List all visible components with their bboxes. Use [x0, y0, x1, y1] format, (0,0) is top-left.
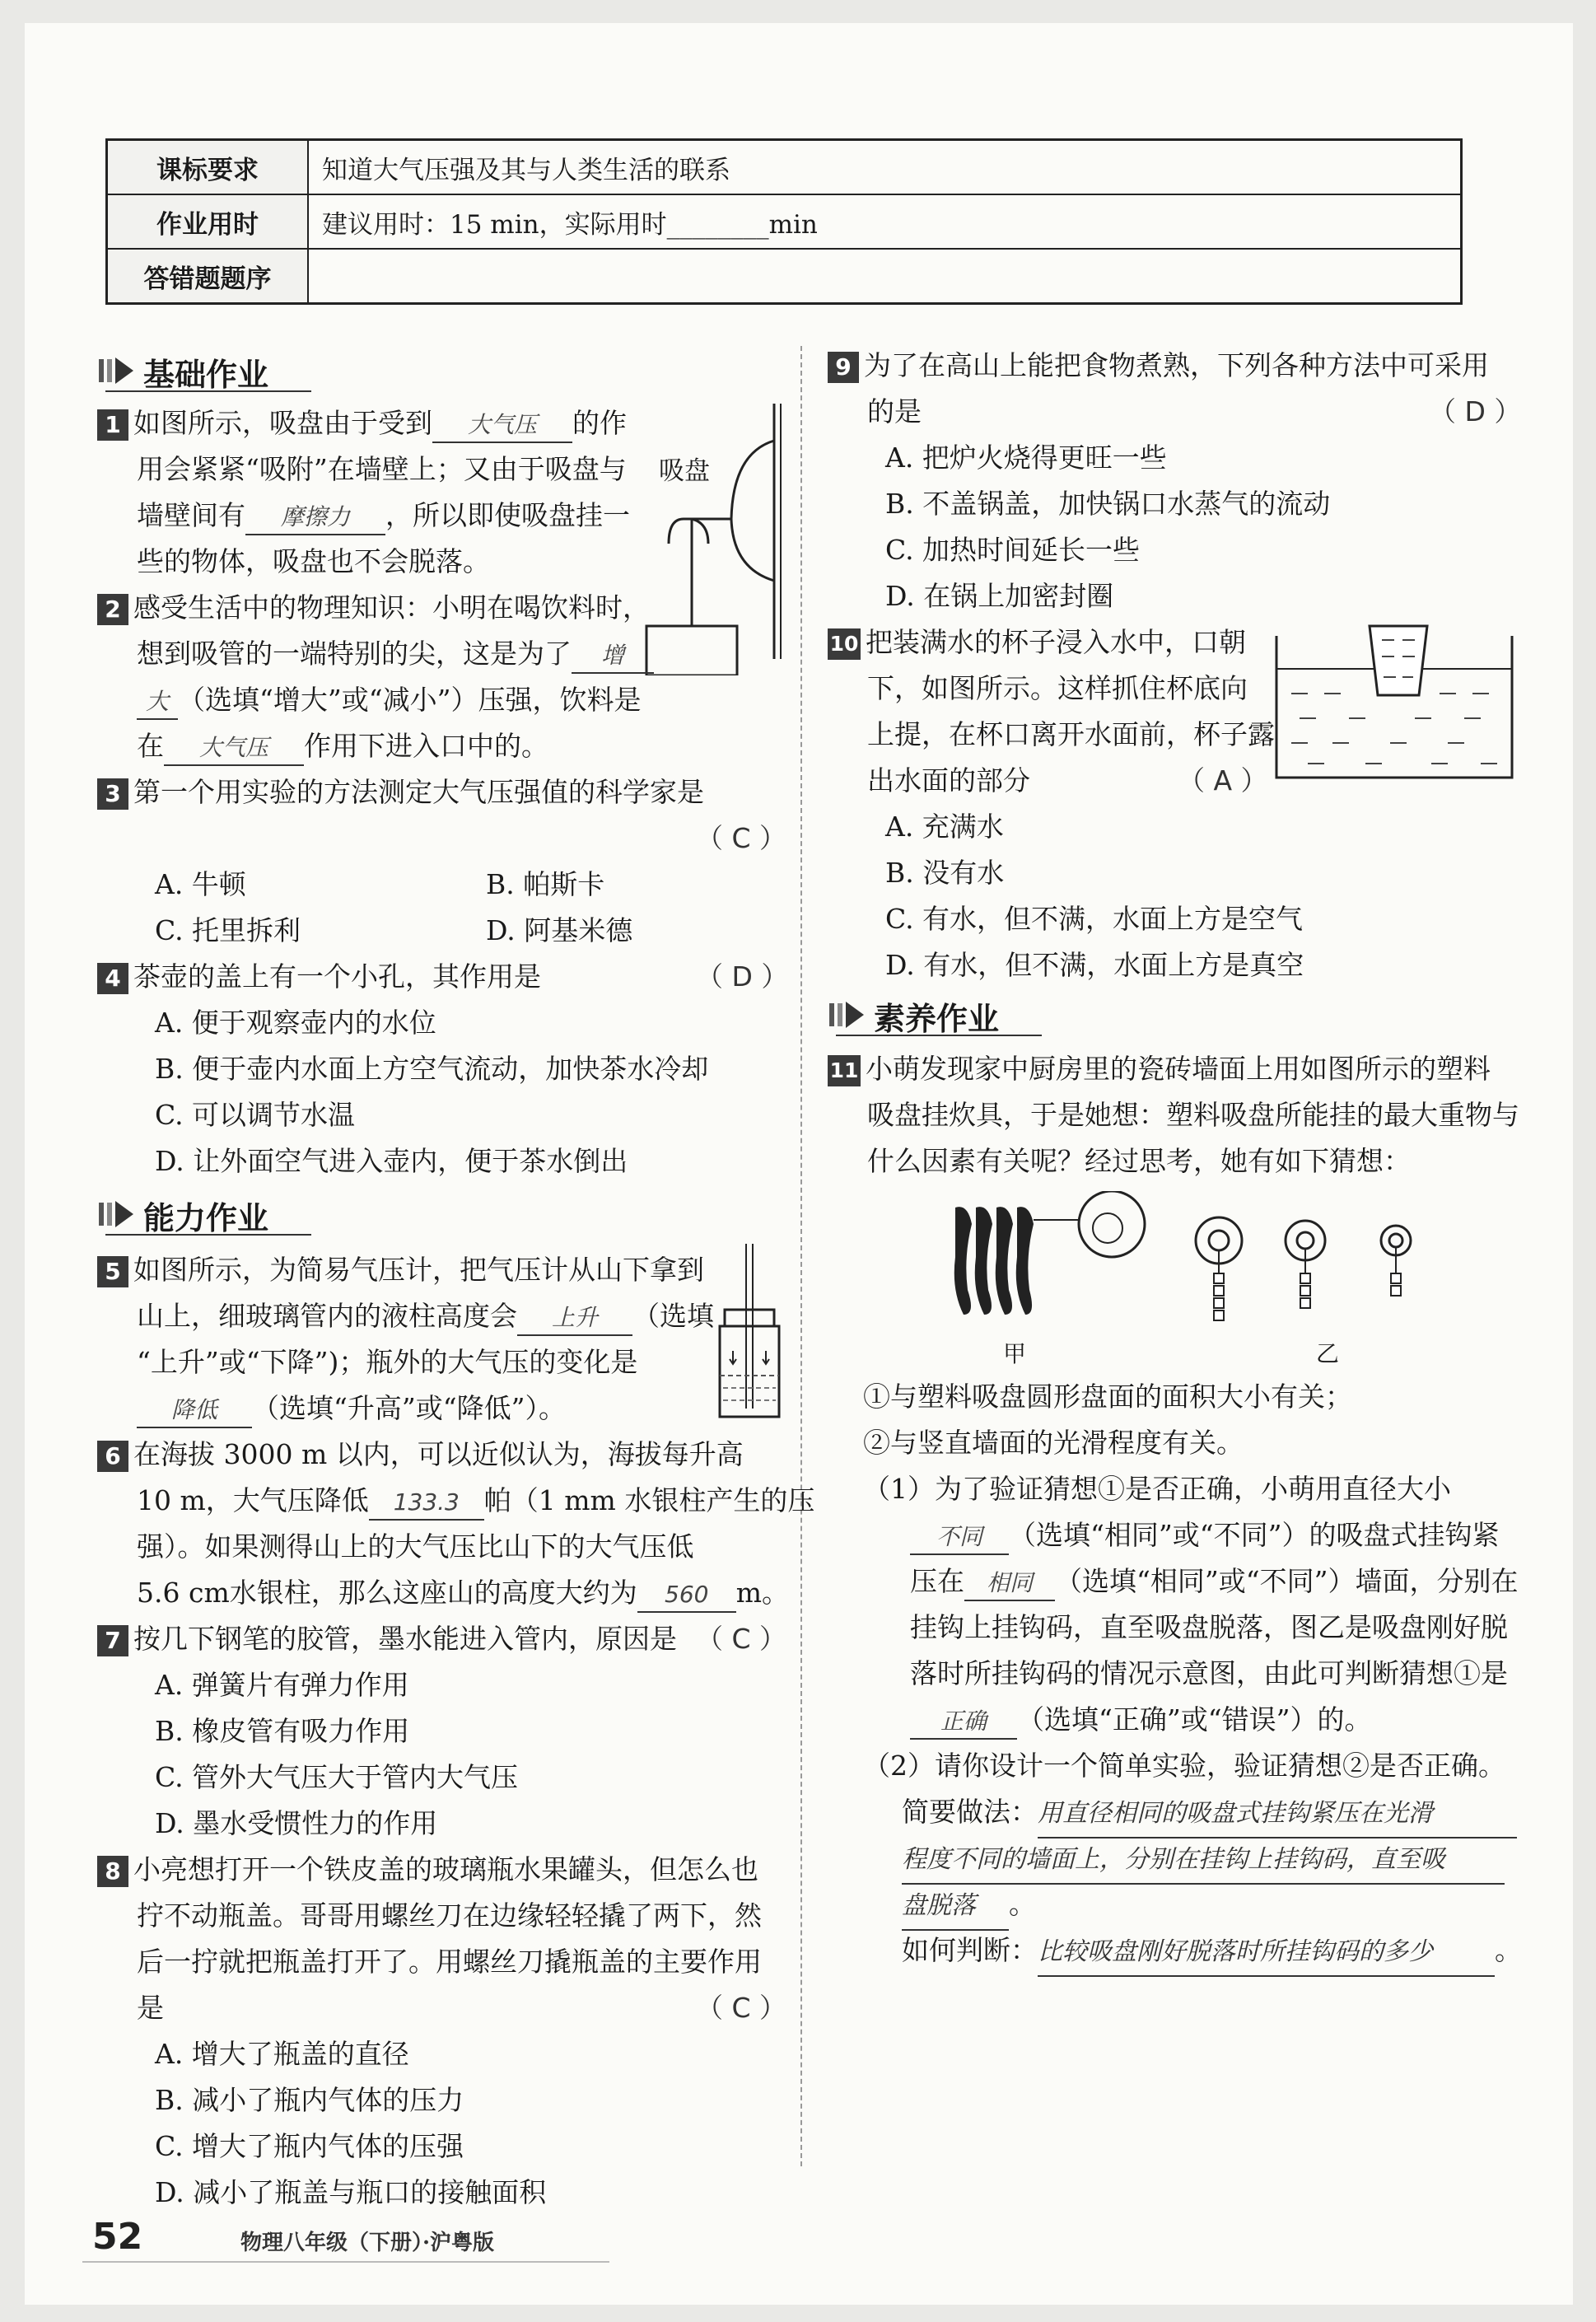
option: A. 增大了瓶盖的直径 — [155, 2038, 409, 2070]
option: C. 可以调节水温 — [155, 1099, 356, 1131]
handwritten-answer: 程度不同的墙面上，分别在挂钩上挂钩码，直至吸 — [902, 1837, 1505, 1885]
suction-cup-figure — [642, 404, 791, 675]
q11-line1: 11 小萌发现家中厨房里的瓷砖墙面上用如图所示的塑料 — [828, 1046, 1491, 1092]
arrow-icon — [97, 354, 137, 387]
option: A. 牛顿 — [155, 868, 246, 900]
p1-line1: （1）为了验证猜想①是否正确，小萌用直径大小 — [863, 1473, 1451, 1505]
question-number: 7 — [97, 1625, 128, 1656]
column-divider — [800, 346, 802, 2166]
question-number: 10 — [828, 628, 861, 660]
q6-line2: 10 m，大气压降低 133.3 帕（1 mm 水银柱产生的压 — [137, 1478, 814, 1524]
answer-blank: 上升 — [517, 1301, 632, 1336]
p2-method-line2 — [902, 1835, 1505, 1885]
section-title: 能力作业 — [143, 1200, 269, 1236]
section-ability — [97, 1189, 344, 1239]
q5-line3: “上升”或“下降”)；瓶外的大气压的变化是 — [137, 1346, 638, 1378]
q2-line1: 2 感受生活中的物理知识：小明在喝饮料时， — [97, 585, 650, 631]
requirements-table — [105, 138, 1463, 305]
question-number: 11 — [828, 1055, 861, 1086]
option: C. 托里拆利 — [155, 914, 301, 946]
answer-blank: 大气压 — [432, 409, 572, 443]
answer-blank: 大 — [137, 685, 178, 720]
answer-blank: 增 — [572, 639, 654, 674]
q6-line1: 6 在海拔 3000 m 以内，可以近似认为，海拔每升高 — [97, 1432, 744, 1478]
answer-blank: 大气压 — [164, 731, 304, 766]
q6-line4: 5.6 cm水银柱，那么这座山的高度大约为 560 m。 — [137, 1570, 789, 1616]
row-value: 知道大气压强及其与人类生活的联系 — [308, 140, 1462, 195]
p2-judge-line: 如何判断：比较吸盘刚好脱落时所挂钩码的多少 。 — [902, 1927, 1522, 1977]
section-literacy — [828, 990, 1075, 1040]
answer-blank: 正确 — [910, 1705, 1017, 1740]
option: B. 橡皮管有吸力作用 — [155, 1715, 410, 1747]
p1-line3: 压在 相同 （选填“相同”或“不同”）墙面，分别在 — [910, 1558, 1518, 1605]
figure-label-a: 甲 — [1003, 1340, 1027, 1367]
answer-blank: 133.3 — [369, 1486, 484, 1521]
suction-hooks-figure — [947, 1191, 1441, 1348]
question-number: 4 — [97, 963, 128, 994]
option: C. 管外大气压大于管内大气压 — [155, 1761, 519, 1793]
q9-line1: 9 为了在高山上能把食物煮熟，下列各种方法中可采用 — [828, 343, 1489, 389]
section-title: 基础作业 — [143, 357, 269, 393]
answer-blank: 摩擦力 — [245, 501, 385, 535]
q2-line4: 在 大气压 作用下进入口中的。 — [137, 723, 548, 769]
option: C. 有水，但不满，水面上方是空气 — [885, 903, 1304, 935]
footer-rule — [82, 2261, 609, 2263]
option: D. 有水，但不满，水面上方是真空 — [885, 949, 1304, 981]
p1-line2: 不同 （选填“相同”或“不同”）的吸盘式挂钩紧 — [910, 1512, 1499, 1558]
question-number: 8 — [97, 1856, 128, 1887]
q11-line2: 吸盘挂炊具，于是她想：塑料吸盘所能挂的最大重物与 — [867, 1099, 1519, 1131]
option: C. 加热时间延长一些 — [885, 534, 1141, 566]
q2-line2: 想到吸管的一端特别的尖，这是为了 增 — [137, 631, 654, 677]
question-number: 3 — [97, 778, 128, 810]
q1-line2: 用会紧紧“吸附”在墙壁上；又由于吸盘与 — [137, 453, 627, 485]
q1-line3: 墙壁间有 摩擦力 ，所以即使吸盘挂一 — [137, 493, 630, 539]
arrow-icon — [828, 998, 867, 1031]
option: A. 充满水 — [885, 811, 1004, 843]
q1-line4: 些的物体，吸盘也不会脱落。 — [137, 545, 490, 577]
q9-line2: 的是 — [867, 395, 922, 427]
option: D. 让外面空气进入壶内，便于茶水倒出 — [155, 1145, 628, 1177]
barometer-figure — [708, 1244, 791, 1425]
answer-choice: （ D ） — [1429, 395, 1522, 427]
row-label: 答错题题序 — [107, 249, 309, 304]
p2-line1: （2）请你设计一个简单实验，验证猜想②是否正确。 — [863, 1750, 1505, 1782]
question-number: 1 — [97, 409, 128, 441]
q10-line4: 出水面的部分 — [867, 764, 1030, 797]
answer-choice: （ A ） — [1178, 764, 1268, 797]
option: B. 减小了瓶内气体的压力 — [155, 2084, 464, 2116]
q8-line3: 后一拧就把瓶盖打开了。用螺丝刀撬瓶盖的主要作用 — [137, 1946, 762, 1978]
p1-line4: 挂钩上挂钩码，直至吸盘脱落，图乙是吸盘刚好脱 — [910, 1611, 1508, 1643]
question-number: 9 — [828, 352, 859, 383]
q4-stem: 4 茶壶的盖上有一个小孔，其作用是 — [97, 954, 541, 1000]
question-number: 2 — [97, 594, 128, 625]
option: D. 墨水受惯性力的作用 — [155, 1807, 438, 1839]
figure-label: 吸盘 — [659, 456, 710, 486]
option: A. 弹簧片有弹力作用 — [155, 1669, 409, 1701]
q10-line2: 下，如图所示。这样抓住杯底向 — [867, 672, 1248, 704]
answer-blank: 降低 — [137, 1394, 252, 1428]
q5-line1: 5 如图所示，为简易气压计，把气压计从山下拿到 — [97, 1247, 704, 1293]
answer-choice: （ C ） — [696, 1992, 787, 2024]
option: B. 没有水 — [885, 857, 1005, 889]
p2-method-line3: 盘脱落 。 — [902, 1881, 1036, 1931]
q10-line1: 10 把装满水的杯子浸入水中，口朝 — [828, 619, 1246, 666]
handwritten-answer: 比较吸盘刚好脱落时所挂钩码的多少 — [1038, 1929, 1495, 1977]
row-value: 建议用时：15 min，实际用时________min — [308, 194, 1462, 249]
question-number: 6 — [97, 1441, 128, 1472]
p1-line5: 落时所挂钩码的情况示意图，由此可判断猜想①是 — [910, 1657, 1508, 1689]
handwritten-answer: 盘脱落 — [902, 1883, 1009, 1931]
q5-line4: 降低 （选填“升高”或“降低”）。 — [137, 1385, 566, 1432]
water-cup-figure — [1275, 619, 1514, 781]
q5-line2: 山上，细玻璃管内的液柱高度会 上升 （选填 — [137, 1293, 714, 1339]
row-label: 作业用时 — [107, 194, 309, 249]
answer-blank: 不同 — [910, 1521, 1009, 1555]
q3-stem: 3 第一个用实验的方法测定大气压强值的科学家是 — [97, 769, 704, 815]
figure-label-b: 乙 — [1316, 1340, 1340, 1367]
question-number: 5 — [97, 1256, 128, 1287]
q6-line3: 强）。如果测得山上的大气压比山下的大气压低 — [137, 1530, 694, 1563]
option: D. 减小了瓶盖与瓶口的接触面积 — [155, 2176, 547, 2208]
q10-line3: 上提，在杯口离开水面前，杯子露 — [867, 718, 1275, 750]
q8-line1: 8 小亮想打开一个铁皮盖的玻璃瓶水果罐头，但怎么也 — [97, 1847, 758, 1893]
arrow-icon — [97, 1198, 137, 1231]
row-label: 课标要求 — [107, 140, 309, 195]
q8-line4: 是 — [137, 1992, 164, 2024]
option: D. 阿基米德 — [486, 914, 633, 946]
option: B. 帕斯卡 — [486, 868, 605, 900]
answer-choice: （ C ） — [696, 822, 787, 854]
q7-stem: 7 按几下钢笔的胶管，墨水能进入管内，原因是 — [97, 1616, 677, 1662]
answer-choice: （ D ） — [696, 960, 789, 993]
q2-line3: 大 （选填“增大”或“减小”）压强，饮料是 — [137, 677, 641, 723]
p2-method-line1: 简要做法：用直径相同的吸盘式挂钩紧压在光滑 — [902, 1789, 1517, 1838]
q8-line2: 拧不动瓶盖。哥哥用螺丝刀在边缘轻轻撬了两下，然 — [137, 1899, 762, 1932]
guess-2: ②与竖直墙面的光滑程度有关。 — [863, 1427, 1244, 1459]
option: D. 在锅上加密封圈 — [885, 580, 1114, 612]
q1-line1: 1 如图所示，吸盘由于受到 大气压 的作 — [97, 400, 627, 446]
option: A. 把炉火烧得更旺一些 — [885, 442, 1167, 474]
handwritten-answer: 用直径相同的吸盘式挂钩紧压在光滑 — [1038, 1791, 1517, 1838]
page-number: 52 — [92, 2216, 143, 2258]
guess-1: ①与塑料吸盘圆形盘面的面积大小有关； — [863, 1381, 1352, 1413]
answer-choice: （ C ） — [696, 1623, 787, 1655]
answer-blank: 560 — [637, 1578, 736, 1613]
answer-blank: 相同 — [964, 1567, 1055, 1601]
p1-line6: 正确 （选填“正确”或“错误”）的。 — [910, 1697, 1371, 1743]
section-title: 素养作业 — [874, 1001, 1000, 1037]
option: C. 增大了瓶内气体的压强 — [155, 2130, 464, 2162]
option: B. 便于壶内水面上方空气流动，加快茶水冷却 — [155, 1053, 709, 1085]
q11-line3: 什么因素有关呢？经过思考，她有如下猜想： — [867, 1145, 1411, 1177]
option: B. 不盖锅盖，加快锅口水蒸气的流动 — [885, 488, 1331, 520]
section-basic — [97, 346, 344, 395]
row-value — [308, 249, 1462, 304]
book-title: 物理八年级（下册）·沪粤版 — [240, 2231, 495, 2255]
option: A. 便于观察壶内的水位 — [155, 1007, 436, 1039]
